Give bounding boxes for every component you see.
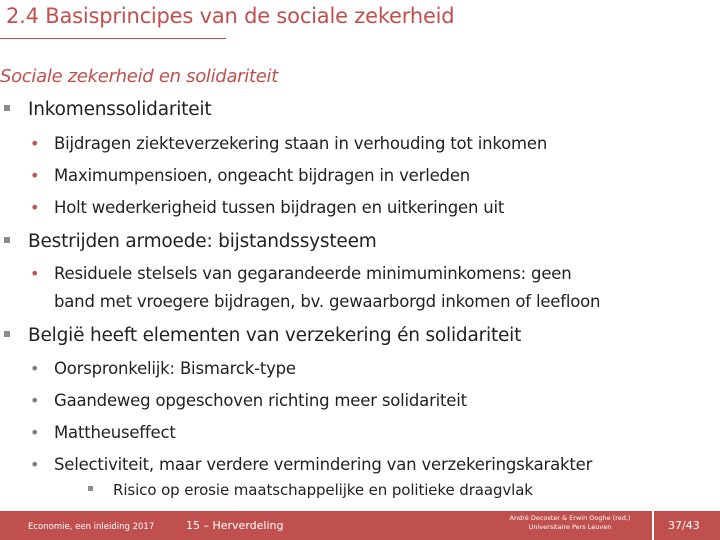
footer-authors <box>500 514 640 532</box>
bullet-level1 <box>4 231 377 252</box>
bullet-level2 <box>30 166 470 185</box>
dot-bullet-icon: • <box>30 423 40 442</box>
footer-course: Economie, een inleiding 2017 <box>28 522 155 532</box>
bullet-level2 <box>30 391 467 410</box>
bullet-text: Maximumpensioen, ongeacht bijdragen in verleden <box>54 166 471 185</box>
slide-footer <box>0 511 720 540</box>
footer-chapter: 15 – Herverdeling <box>186 519 284 532</box>
bullet-text: Risico op erosie maatschappelijke en politieke draagvlak <box>113 481 533 499</box>
bullet-continuation: band met vroegere bijdragen, bv. gewaarborgd inkomen of leefloon <box>54 292 601 311</box>
bullet-text: Mattheuseffect <box>54 423 176 442</box>
dot-bullet-icon: • <box>30 134 40 153</box>
dot-bullet-icon: • <box>30 359 40 378</box>
bullet-text: Holt wederkerigheid tussen bijdragen en uitkeringen uit <box>54 198 505 217</box>
dot-bullet-icon: • <box>30 198 40 217</box>
bullet-level1 <box>4 325 521 346</box>
bullet-text: Inkomenssolidariteit <box>28 99 212 120</box>
slide-title: 2.4 Basisprincipes van de sociale zekerheid <box>6 4 455 28</box>
bullet-text: Gaandeweg opgeschoven richting meer solidariteit <box>54 391 467 410</box>
bullet-level2 <box>30 198 504 217</box>
bullet-level3 <box>88 481 533 499</box>
dot-bullet-icon: • <box>30 264 40 283</box>
square-bullet-icon <box>4 331 10 337</box>
bullet-text: Selectiviteit, maar verdere vermindering van verzekeringskarakter <box>54 455 593 474</box>
square-bullet-icon <box>4 105 10 111</box>
dot-bullet-icon: • <box>30 455 40 474</box>
bullet-level2 <box>30 455 592 474</box>
square-bullet-icon <box>88 486 93 491</box>
bullet-level2 <box>30 264 572 283</box>
dot-bullet-icon: • <box>30 166 40 185</box>
bullet-text: Residuele stelsels van gegarandeerde minimuminkomens: geen <box>54 264 572 283</box>
bullet-text: Bestrijden armoede: bijstandssysteem <box>28 231 377 252</box>
footer-divider <box>652 511 654 540</box>
bullet-level2 <box>30 359 296 378</box>
bullet-text: België heeft elementen van verzekering én solidariteit <box>28 325 522 346</box>
page-number: 37/43 <box>668 519 700 532</box>
square-bullet-icon <box>4 237 10 243</box>
footer-publisher-line: Universitaire Pers Leuven <box>528 523 612 531</box>
slide-subtitle: Sociale zekerheid en solidariteit <box>0 66 278 87</box>
bullet-text: Bijdragen ziekteverzekering staan in verhouding tot inkomen <box>54 134 548 153</box>
footer-authors-line: André Decoster & Erwin Ooghe (red.) <box>509 514 631 522</box>
title-underline <box>0 38 226 39</box>
bullet-level1 <box>4 99 211 120</box>
dot-bullet-icon: • <box>30 391 40 410</box>
bullet-level2 <box>30 134 547 153</box>
bullet-text: Oorspronkelijk: Bismarck-type <box>54 359 296 378</box>
bullet-level2 <box>30 423 176 442</box>
